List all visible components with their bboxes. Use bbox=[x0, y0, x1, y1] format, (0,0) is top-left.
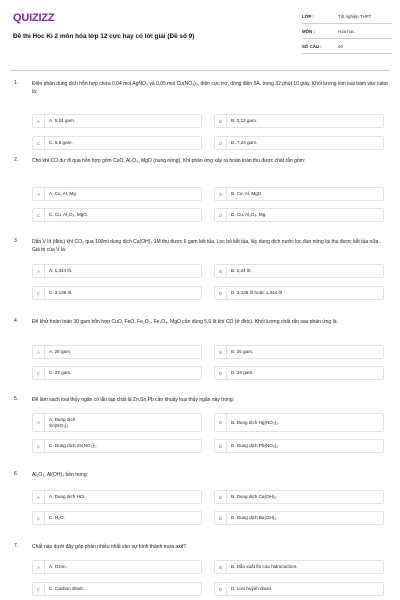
option-a[interactable] bbox=[32, 114, 202, 128]
option-a[interactable] bbox=[32, 345, 202, 359]
option-a[interactable] bbox=[32, 413, 202, 432]
option-b[interactable] bbox=[214, 264, 384, 278]
option-letter: D bbox=[215, 367, 227, 379]
meta-value: Hóa học bbox=[338, 29, 355, 34]
option-text: B. Cu, Al, MgO. bbox=[231, 191, 263, 196]
option-letter: B bbox=[215, 346, 227, 358]
header-divider bbox=[10, 70, 390, 71]
meta-row-subject bbox=[302, 27, 392, 39]
option-letter: D bbox=[215, 440, 227, 452]
option-text: A. 6,24 gam. bbox=[49, 118, 76, 123]
option-d[interactable] bbox=[214, 286, 384, 300]
option-c[interactable] bbox=[32, 136, 202, 150]
meta-value: Tốt nghiệp THPT bbox=[338, 14, 372, 19]
option-letter: A bbox=[33, 491, 45, 503]
option-text: D. 3,136 lít hoặc 1,344 lít bbox=[231, 290, 283, 295]
option-d[interactable] bbox=[214, 439, 384, 453]
option-letter: C bbox=[33, 583, 45, 595]
option-text: B. Dung dịch Ca(OH)₂. bbox=[231, 494, 278, 499]
option-text: A. Ozon. bbox=[49, 564, 67, 569]
option-text: C. Cu, Al₂O₃, MgO. bbox=[49, 212, 89, 217]
option-text: B. 3,12 gam. bbox=[231, 118, 258, 123]
option-b[interactable] bbox=[214, 187, 384, 201]
option-text: C. H₂O. bbox=[49, 515, 65, 520]
option-letter: A bbox=[33, 414, 45, 431]
option-c[interactable] bbox=[32, 286, 202, 300]
option-d[interactable] bbox=[214, 511, 384, 525]
option-c[interactable] bbox=[32, 582, 202, 596]
option-c[interactable] bbox=[32, 511, 202, 525]
option-text: C. 6,5 gam. bbox=[49, 140, 73, 145]
option-b[interactable] bbox=[214, 560, 384, 574]
option-c[interactable] bbox=[32, 208, 202, 222]
meta-value: 40 bbox=[338, 44, 343, 49]
question-number: 2. bbox=[14, 157, 19, 163]
question-text: Dẫn V lít (đktc) khí CO₂ qua 100ml dung dịch Ca(OH)₂ 1M thu được 6 gam kết tủa. Lọc bỏ kết tủa, lấy dung dịch nước lọc đun nóng lại thu được kết tủa nữa. Giá trị của V là: bbox=[32, 239, 380, 253]
question-number: 7. bbox=[14, 543, 19, 549]
page-title: Đề thi Học Kì 2 môn hóa lớp 12 cực hay có lời giải (Đề số 9) bbox=[13, 33, 195, 40]
question-number: 1. bbox=[14, 80, 19, 86]
meta-row-count bbox=[302, 42, 392, 54]
option-text: D. Lưu huỳnh đioxit. bbox=[231, 586, 273, 591]
option-text: D. Dung dịch Pb(NO₃)₂. bbox=[231, 443, 280, 448]
option-b[interactable] bbox=[214, 114, 384, 128]
option-letter: D bbox=[215, 209, 227, 221]
question-text: Điện phân dung dịch hỗn hợp chứa 0,04 mol AgNO₃ và 0,05 mol Cu(NO₃)₂, điện cực trơ, dòng điện 5A, trong 32 phút 10 giây. Khối lượng kim loại bám vào catot là: bbox=[32, 81, 388, 95]
option-letter: B bbox=[215, 491, 227, 503]
option-letter: D bbox=[215, 583, 227, 595]
option-letter: C bbox=[33, 209, 45, 221]
option-letter: C bbox=[33, 137, 45, 149]
option-text: B. 26 gam. bbox=[231, 349, 254, 354]
option-d[interactable] bbox=[214, 136, 384, 150]
option-text: B. Dung dịch Hg(NO₃)₂. bbox=[231, 419, 280, 425]
option-text: A. Dung dịch Sn(NO₃)₂. bbox=[49, 416, 76, 428]
option-text: D. Cu, Al₂O₃, Mg. bbox=[231, 212, 267, 217]
option-a[interactable] bbox=[32, 490, 202, 504]
option-letter: A bbox=[33, 346, 45, 358]
option-a[interactable] bbox=[32, 560, 202, 574]
question-number: 6. bbox=[14, 471, 19, 477]
quizizz-logo: QUIZIZZ bbox=[13, 12, 55, 24]
meta-key: SỐ CÂU : bbox=[302, 44, 322, 49]
option-text: D. 24 gam. bbox=[231, 370, 254, 375]
question-text: Cho khí CO dư đi qua hỗn hợp gồm CuO, Al₂O₃, MgO (nung nóng). Khi phản ứng xảy ra hoàn toàn thu được chất rắn gồm: bbox=[32, 158, 306, 164]
option-letter: B bbox=[215, 414, 227, 431]
option-text: C. 3,136 lít. bbox=[49, 290, 73, 295]
option-a[interactable] bbox=[32, 187, 202, 201]
option-letter: A bbox=[33, 115, 45, 127]
option-b[interactable] bbox=[214, 490, 384, 504]
question-text: Để khử hoàn toàn 30 gam hỗn hợp CuO, FeO, Fe₂O₃, Fe₃O₄, MgO cần dùng 5,6 lít khí CO (ở đktc). Khối lượng chất rắn sau phản ứng là: bbox=[32, 319, 338, 325]
option-d[interactable] bbox=[214, 366, 384, 380]
worksheet-header bbox=[0, 0, 400, 72]
option-letter: C bbox=[33, 512, 45, 524]
option-text: C. Cacbon đioxit. bbox=[49, 586, 84, 591]
option-text: A. 1,344 lít. bbox=[49, 268, 73, 273]
option-letter: B bbox=[215, 265, 227, 277]
option-text: C. Dung dịch Zn(NO₃)₂. bbox=[49, 443, 98, 448]
question-number: 4. bbox=[14, 318, 19, 324]
option-letter: D bbox=[215, 512, 227, 524]
option-letter: A bbox=[33, 188, 45, 200]
option-letter: C bbox=[33, 440, 45, 452]
meta-key: LỚP : bbox=[302, 14, 314, 19]
option-c[interactable] bbox=[32, 366, 202, 380]
option-letter: A bbox=[33, 561, 45, 573]
option-b[interactable] bbox=[214, 413, 384, 432]
question-text: Al₂O₃, Al(OH)₃ bền trong: bbox=[32, 472, 89, 478]
option-text: B. Dẫn xuất flo của hidrocacbon. bbox=[231, 564, 298, 569]
option-d[interactable] bbox=[214, 208, 384, 222]
option-a[interactable] bbox=[32, 264, 202, 278]
option-letter: D bbox=[215, 137, 227, 149]
question-number: 5. bbox=[14, 396, 19, 402]
question-text: Để làm sạch loại thủy ngân có lẫn tạp chất là Zn,Sn,Pb cần khuấy loại thủy ngân này trong: bbox=[32, 397, 235, 403]
question-number: 3. bbox=[14, 238, 19, 244]
option-letter: B bbox=[215, 115, 227, 127]
meta-row-class bbox=[302, 12, 392, 24]
meta-key: MÔN : bbox=[302, 29, 315, 34]
option-letter: C bbox=[33, 367, 45, 379]
option-text: A. Dung dịch HCl. bbox=[49, 494, 86, 499]
option-letter: C bbox=[33, 287, 45, 299]
option-b[interactable] bbox=[214, 345, 384, 359]
question-text: Chất nào dưới đây góp phần nhiều nhất vào sự hình thành mưa axit? bbox=[32, 544, 186, 550]
option-text: C. 22 gam. bbox=[49, 370, 72, 375]
option-d[interactable] bbox=[214, 582, 384, 596]
option-text: A. 28 gam. bbox=[49, 349, 72, 354]
option-letter: A bbox=[33, 265, 45, 277]
option-text: B. 2,24 lít. bbox=[231, 268, 252, 273]
option-c[interactable] bbox=[32, 439, 202, 453]
option-text: A. Cu, Al, Mg. bbox=[49, 191, 78, 196]
option-text: D. Dung dịch Ba(OH)₂. bbox=[231, 515, 278, 520]
option-letter: B bbox=[215, 561, 227, 573]
option-letter: B bbox=[215, 188, 227, 200]
option-letter: D bbox=[215, 287, 227, 299]
option-text: D. 7,24 gam. bbox=[231, 140, 258, 145]
